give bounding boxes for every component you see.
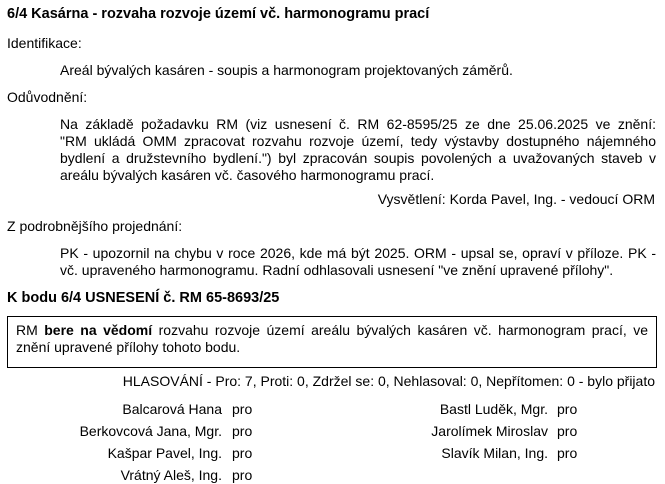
voter-name: Balcarová Hana bbox=[122, 401, 222, 417]
projednani-line: PK - upozornil na chybu v roce 2026, kde má být 2025. ORM - upsal se, opraví v příloze. PK - bbox=[60, 245, 656, 261]
resolution-rest: rozvahu rozvoje území areálu bývalých kasáren vč. harmonogram prací, ve bbox=[152, 322, 648, 338]
oduvodneni-label: Odůvodnění: bbox=[7, 89, 88, 105]
voter-name: Jarolímek Miroslav bbox=[431, 423, 548, 439]
identifikace-label: Identifikace: bbox=[7, 35, 82, 51]
voter-vote: pro bbox=[557, 401, 578, 417]
voter-name: Bastl Luděk, Mgr. bbox=[439, 401, 548, 417]
projednani-line: vč. upraveného harmonogramu. Radní odhlasovali usnesení "ve znění upravené přílohy". bbox=[60, 262, 614, 278]
projednani-label: Z podrobnějšího projednání: bbox=[7, 218, 183, 234]
oduvodneni-line: "RM ukládá OMM zpracovat rozvahu rozvoje území, tedy výstavby dostupného nájemného bbox=[60, 133, 656, 149]
oduvodneni-line: areálu bývalých kasáren vč. časového harmonogramu prací. bbox=[60, 167, 435, 183]
oduvodneni-line: bydlení a družstevního bydlení.") byl zpracován soupis povolených a uvažovaných staveb v bbox=[60, 150, 656, 166]
voter-vote: pro bbox=[232, 467, 253, 483]
voter-name: Vrátný Aleš, Ing. bbox=[120, 467, 222, 483]
voter-vote: pro bbox=[232, 445, 253, 461]
resolution-box bbox=[7, 316, 657, 368]
voter-vote: pro bbox=[232, 423, 253, 439]
voter-name: Kašpar Pavel, Ing. bbox=[107, 445, 222, 461]
vysvetleni-text: Vysvětlení: Korda Pavel, Ing. - vedoucí ORM bbox=[377, 191, 655, 207]
voter-vote: pro bbox=[557, 423, 578, 439]
oduvodneni-line: Na základě požadavku RM (viz usnesení č. RM 62-8595/25 ze dne 25.06.2025 ve znění: bbox=[60, 116, 656, 132]
voter-vote: pro bbox=[557, 445, 578, 461]
resolution-prefix: RM bbox=[16, 322, 45, 338]
voter-vote: pro bbox=[232, 401, 253, 417]
oduvodneni-text bbox=[60, 116, 656, 184]
resolution-line-1 bbox=[16, 322, 648, 339]
section-title: 6/4 Kasárna - rozvaha rozvoje území vč. harmonogramu prací bbox=[7, 6, 430, 22]
resolution-line-2: znění upravené přílohy tohoto bodu. bbox=[16, 339, 241, 355]
resolution-heading: K bodu 6/4 USNESENÍ č. RM 65-8693/25 bbox=[7, 290, 280, 306]
voting-summary: HLASOVÁNÍ - Pro: 7, Proti: 0, Zdržel se: 0, Nehlasoval: 0, Nepřítomen: 0 - bylo přijato bbox=[122, 373, 655, 389]
voter-name: Slavík Milan, Ing. bbox=[441, 445, 548, 461]
projednani-text bbox=[60, 245, 656, 279]
voter-name: Berkovcová Jana, Mgr. bbox=[79, 423, 222, 439]
identifikace-text: Areál bývalých kasáren - soupis a harmonogram projektovaných záměrů. bbox=[60, 62, 513, 78]
resolution-bold: bere na vědomí bbox=[44, 322, 153, 338]
